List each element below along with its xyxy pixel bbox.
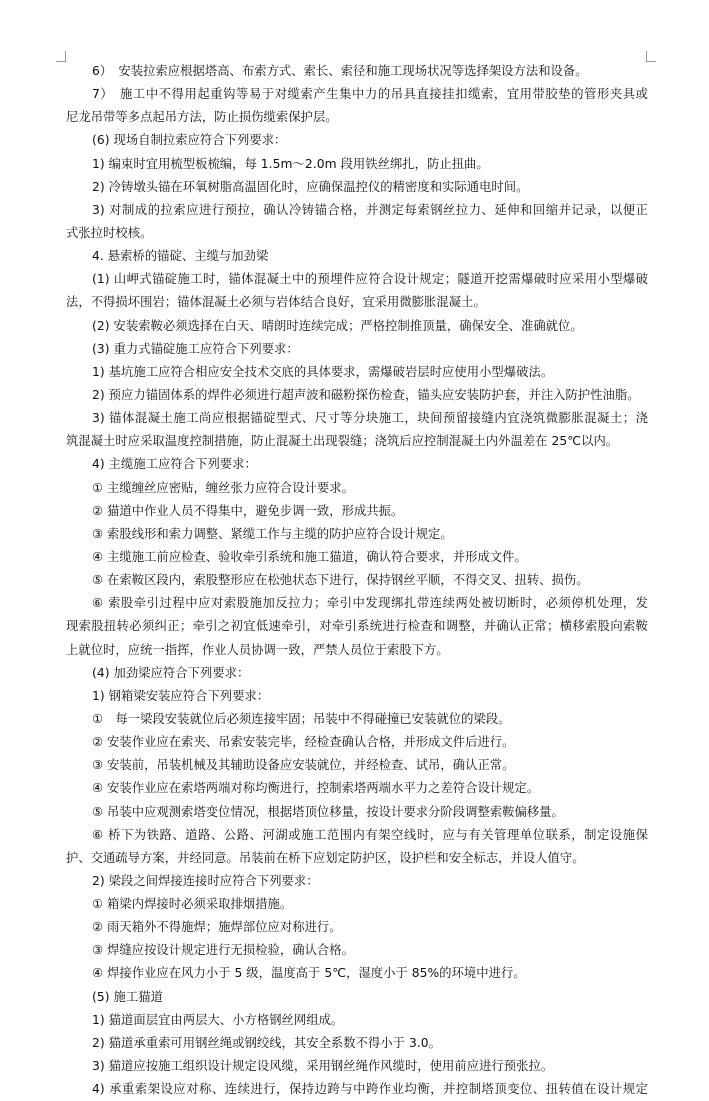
text-line: ① 箱梁内焊接时必须采取排烟措施。 xyxy=(92,897,293,912)
text-line: 筑混凝土时应采取温度控制措施，防止混凝土出现裂缝；浇筑后应控制混凝土内外温差在 25℃以内。 xyxy=(66,434,619,449)
text-line: 现索股扭转必须纠正；牵引之初宜低速牵引，对牵引系统进行检查和调整，并确认正常；横移索股向索鞍 xyxy=(66,619,648,634)
text-line: ⑤ 在索鞍区段内，索股整形应在松弛状态下进行，保持钢丝平顺，不得交叉、扭转、损伤。 xyxy=(92,573,589,588)
text-line: ⑤ 吊装中应观测索塔变位情况，根据塔顶位移量，按设计要求分阶段调整索鞍偏移量。 xyxy=(92,804,564,819)
text-line: ③ 索股线形和索力调整、紧缆工作与主缆的防护应符合设计规定。 xyxy=(92,526,453,541)
text-line: 7） 施工中不得用起重钩等易于对缆索产生集中力的吊具直接挂扣缆索，宜用带胶垫的管形夹具或 xyxy=(92,87,648,102)
text-line: ① 每一梁段安装就位后必须连接牢固；吊装中不得碰撞已安装就位的梁段。 xyxy=(92,711,511,726)
text-line: 4) 承重索架设应对称、连续进行，保持边跨与中跨作业均衡，并控制塔顶变位、扭转值在设计规定 xyxy=(92,1082,648,1097)
text-line: 3) 锚体混凝土施工尚应根据锚碇型式、尺寸等分块施工，块间预留接缝内宜浇筑微膨胀混凝土；浇 xyxy=(92,411,648,426)
text-line: (1) 山岬式锚碇施工时，锚体混凝土中的预埋件应符合设计规定；隧道开挖需爆破时应采用小型爆破 xyxy=(92,272,648,287)
text-line: 3) 猫道应按施工组织设计规定设风缆，采用钢丝绳作风缆时，使用前应进行预张拉。 xyxy=(92,1059,554,1074)
text-line: 1) 编束时宜用梳型板梳编，每 1.5m～2.0m 段用铁丝绑扎，防止扭曲。 xyxy=(92,156,489,171)
text-line: (2) 安装索鞍必须选择在白天、晴朗时连续完成；严格控制推顶量，确保安全、准确就位。 xyxy=(92,318,583,333)
text-line: 1) 猫道面层宜由两层大、小方格钢丝网组成。 xyxy=(92,1012,344,1027)
text-line: ④ 焊接作业应在风力小于 5 级，温度高于 5℃，湿度小于 85%的环境中进行。 xyxy=(92,966,526,981)
text-line: 1) 钢箱梁安装应符合下列要求： xyxy=(92,688,270,703)
text-line: 2) 猫道承重索可用钢丝绳或钢绞线，其安全系数不得小于 3.0。 xyxy=(92,1035,442,1050)
text-line: (4) 加劲梁应符合下列要求： xyxy=(92,665,250,680)
text-line: 2) 预应力锚固体系的焊件必须进行超声波和磁粉探伤检查，锚头应安装防护套，并注入防护性油脂。 xyxy=(92,387,640,402)
text-line: ① 主缆缠丝应密贴，缠丝张力应符合设计要求。 xyxy=(92,480,354,495)
text-line: 尼龙吊带等多点起吊方法，防止损伤缆索保护层。 xyxy=(66,110,338,125)
text-line: ③ 安装前，吊装机械及其辅助设备应安装就位，并经检查、试吊，确认正常。 xyxy=(92,758,515,773)
text-line: 3) 对制成的拉索应进行预拉，确认冷铸锚合格，并测定每索钢丝拉力、延伸和回缩并记录，以便正 xyxy=(92,202,648,217)
text-line: (5) 施工猫道 xyxy=(92,989,163,1004)
text-line: ⑥ 索股牵引过程中应对索股施加反拉力；牵引中发现绑扎带连续两处被切断时，必须停机处理，发 xyxy=(92,596,648,611)
text-line: 4) 主缆施工应符合下列要求： xyxy=(92,457,257,472)
text-line: ② 安装作业应在索夹、吊索安装完毕，经检查确认合格，并形成文件后进行。 xyxy=(92,735,515,750)
text-line: 法，不得损坏围岩；锚体混凝土必须与岩体结合良好，宜采用微膨胀混凝土。 xyxy=(66,295,486,310)
text-line: (3) 重力式锚碇施工应符合下列要求： xyxy=(92,341,299,356)
top-left-margin-mark xyxy=(56,51,66,62)
text-line: ⑥ 桥下为铁路、道路、公路、河湖或施工范围内有架空线时，应与有关管理单位联系，制定设施保 xyxy=(92,827,648,842)
text-line: 式张拉时校核。 xyxy=(66,225,153,240)
text-line: ③ 焊缝应按设计规定进行无损检验，确认合格。 xyxy=(92,943,354,958)
text-line: 2) 梁段之间焊接连接时应符合下列要求： xyxy=(92,873,319,888)
text-line: 6） 安装拉索应根据塔高、布索方式、索长、索径和施工现场状况等选择架设方法和设备。 xyxy=(92,64,588,78)
text-line: (6) 现场自制拉索应符合下列要求： xyxy=(92,133,287,148)
text-line: ④ 主缆施工前应检查、验收牵引系统和施工猫道，确认符合要求，并形成文件。 xyxy=(92,549,527,564)
text-line: 护、交通疏导方案，并经同意。吊装前在桥下应划定防护区，设护栏和安全标志，并设人值守。 xyxy=(66,850,585,865)
text-line: 2) 冷铸墩头锚在环氧树脂高温固化时，应确保温控仪的精密度和实际通电时间。 xyxy=(92,179,529,194)
text-line: ② 猫道中作业人员不得集中，避免步调一致，形成共振。 xyxy=(92,503,404,518)
text-line: ④ 安装作业应在索塔两端对称均衡进行，控制索塔两端水平力之差符合设计规定。 xyxy=(92,781,540,796)
document-body xyxy=(66,60,648,1101)
text-line: 1) 基坑施工应符合相应安全技术交底的具体要求，需爆破岩层时应使用小型爆破法。 xyxy=(92,364,554,379)
text-line: ② 雨天箱外不得施焊；施焊部位应对称进行。 xyxy=(92,920,342,935)
text-line: 4. 悬索桥的锚碇、主缆与加劲梁 xyxy=(92,249,269,264)
text-line: 上就位时，应统一指挥，作业人员协调一致，严禁人员位于索股下方。 xyxy=(66,642,449,657)
